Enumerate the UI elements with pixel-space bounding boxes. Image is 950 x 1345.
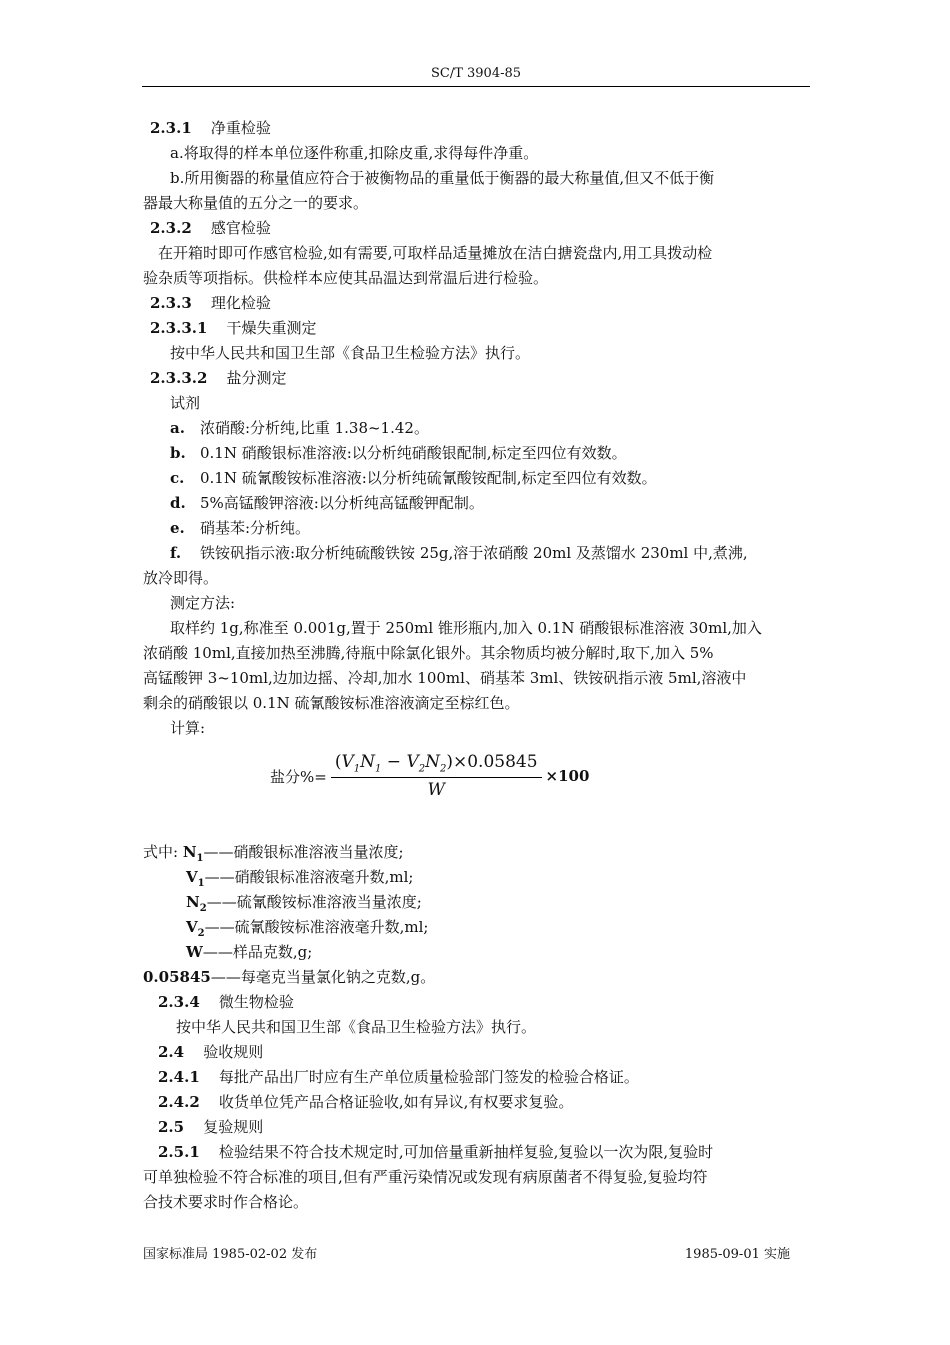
reagent-letter: b. xyxy=(170,444,186,462)
header-code: SC/T 3904-85 xyxy=(430,66,522,81)
where-subscript: 1 xyxy=(196,853,204,864)
formula-symbol: N xyxy=(425,752,440,773)
paragraph-line: b.所用衡器的称量值应符合于被衡物品的重量低于衡器的最大称量值,但又不低于衡 xyxy=(170,169,715,187)
where-symbol: W xyxy=(186,943,203,961)
section-title: 收货单位凭产品合格证验收,如有异议,有权要求复验。 xyxy=(218,1093,574,1111)
where-subscript: 2 xyxy=(197,928,205,939)
paragraph-line: a.将取得的样本单位逐件称重,扣除皮重,求得每件净重。 xyxy=(170,144,539,162)
formula-subscript: 1 xyxy=(353,763,361,775)
formula-subscript: 2 xyxy=(439,763,447,775)
where-prefix: 式中: xyxy=(143,843,183,861)
where-item xyxy=(186,917,428,944)
reagent-text: 铁铵矾指示液:取分析纯硫酸铁铵 25g,溶于浓硝酸 20ml 及蒸馏水 230ml 中,煮沸, xyxy=(200,544,748,562)
footer-effective: 1985-09-01 实施 xyxy=(684,1247,790,1262)
section-2-3-2 xyxy=(150,218,271,238)
formula-lhs: 盐分%= xyxy=(270,767,327,786)
section-title: 每批产品出厂时应有生产单位质量检验部门签发的检验合格证。 xyxy=(218,1068,639,1086)
formula-subscript: 2 xyxy=(418,763,426,775)
paragraph-line: 按中华人民共和国卫生部《食品卫生检验方法》执行。 xyxy=(176,1018,537,1036)
reagent-item xyxy=(170,518,310,538)
paragraph-line: 可单独检验不符合标准的项目,但有严重污染情况或发现有病原菌者不得复验,复验均符 xyxy=(143,1168,708,1186)
reagent-letter: e. xyxy=(170,519,185,537)
where-desc: ——硫氰酸铵标准溶液当量浓度; xyxy=(206,893,422,911)
section-number: 2.3.3.1 xyxy=(150,319,208,337)
reagent-text: 0.1N 硝酸银标准溶液:以分析纯硝酸银配制,标定至四位有效数。 xyxy=(200,444,627,462)
section-title: 微生物检验 xyxy=(218,993,294,1011)
section-number: 2.3.2 xyxy=(150,219,192,237)
calc-label: 计算: xyxy=(170,719,206,737)
formula-denominator: W xyxy=(427,779,445,800)
salt-formula xyxy=(270,752,589,800)
formula-constant: )×0.05845 xyxy=(446,752,538,773)
reagent-text: 浓硝酸:分析纯,比重 1.38~1.42。 xyxy=(200,419,429,437)
section-title: 验收规则 xyxy=(203,1043,264,1061)
formula-symbol: V xyxy=(406,752,419,773)
section-title: 净重检验 xyxy=(210,119,271,137)
paragraph-line: 放冷即得。 xyxy=(143,569,219,587)
reagent-item xyxy=(170,493,484,513)
reagent-text: 硝基苯:分析纯。 xyxy=(200,519,311,537)
section-title: 盐分测定 xyxy=(226,369,287,387)
section-2-3-4 xyxy=(158,992,294,1012)
where-subscript: 1 xyxy=(197,878,205,889)
formula-rhs: ×100 xyxy=(545,767,590,785)
method-line: 取样约 1g,称准至 0.001g,置于 250ml 锥形瓶内,加入 0.1N 硝酸银标准溶液 30ml,加入 xyxy=(170,619,762,637)
where-symbol: V xyxy=(186,868,198,886)
formula-paren: ( xyxy=(334,752,342,773)
formula-subscript: 1 xyxy=(375,763,382,775)
where-symbol: N xyxy=(186,893,200,911)
where-item xyxy=(186,942,312,962)
section-2-5 xyxy=(158,1117,263,1137)
section-number: 2.4 xyxy=(158,1043,185,1061)
reagent-text: 5%高锰酸钾溶液:以分析纯高锰酸钾配制。 xyxy=(200,494,484,512)
section-title: 复验规则 xyxy=(203,1118,264,1136)
section-2-4-1 xyxy=(158,1067,639,1087)
paragraph-line: 按中华人民共和国卫生部《食品卫生检验方法》执行。 xyxy=(170,344,531,362)
section-number: 2.3.4 xyxy=(158,993,200,1011)
reagent-item xyxy=(170,443,627,463)
section-title: 感官检验 xyxy=(210,219,271,237)
where-subscript: 2 xyxy=(199,903,207,914)
section-number: 2.5 xyxy=(158,1118,185,1136)
where-symbol: V xyxy=(186,918,198,936)
section-number: 2.4.2 xyxy=(158,1093,200,1111)
reagent-letter: d. xyxy=(170,494,186,512)
where-item xyxy=(143,967,435,987)
section-2-3-1 xyxy=(150,118,271,138)
where-desc: ——硝酸银标准溶液当量浓度; xyxy=(203,843,404,861)
reagent-letter: f. xyxy=(170,544,182,562)
where-desc: ——硫氰酸铵标准溶液毫升数,ml; xyxy=(204,918,429,936)
reagent-letter: a. xyxy=(170,419,185,437)
where-desc: ——每毫克当量氯化钠之克数,g。 xyxy=(210,968,436,986)
paragraph-line: 验杂质等项指标。供检样本应使其品温达到常温后进行检验。 xyxy=(143,269,549,287)
formula-symbol: N xyxy=(360,752,375,773)
section-2-3-3-2 xyxy=(150,368,287,388)
formula-symbol: V xyxy=(341,752,354,773)
where-item xyxy=(186,867,413,894)
method-line: 剩余的硝酸银以 0.1N 硫氰酸铵标准溶液滴定至棕红色。 xyxy=(143,694,520,712)
where-item xyxy=(143,842,404,869)
where-desc: ——硝酸银标准溶液毫升数,ml; xyxy=(204,868,414,886)
reagent-letter: c. xyxy=(170,469,185,487)
paragraph-line: 器最大称量值的五分之一的要求。 xyxy=(143,194,369,212)
section-2-3-3 xyxy=(150,293,271,313)
section-number: 2.3.3 xyxy=(150,294,192,312)
footer-issued: 国家标准局 1985-02-02 发布 xyxy=(143,1247,318,1262)
method-line: 高锰酸钾 3~10ml,边加边摇、冷却,加水 100ml、硝基苯 3ml、铁铵矾指示液 5ml,溶液中 xyxy=(143,669,747,687)
section-number: 2.4.1 xyxy=(158,1068,200,1086)
reagent-item xyxy=(170,543,748,563)
section-title: 干燥失重测定 xyxy=(226,319,317,337)
reagent-item xyxy=(170,468,657,488)
reagent-text: 0.1N 硫氰酸铵标准溶液:以分析纯硫氰酸铵配制,标定至四位有效数。 xyxy=(200,469,657,487)
formula-numerator xyxy=(331,752,542,776)
section-number: 2.3.3.2 xyxy=(150,369,208,387)
method-label: 测定方法: xyxy=(170,594,236,612)
paragraph-line: 在开箱时即可作感官检验,如有需要,可取样品适量摊放在洁白搪瓷盘内,用工具拨动检 xyxy=(158,244,713,262)
where-item xyxy=(186,892,422,919)
section-number: 2.3.1 xyxy=(150,119,192,137)
section-number: 2.5.1 xyxy=(158,1143,200,1161)
reagent-item xyxy=(170,418,429,438)
header-rule xyxy=(142,86,810,87)
section-2-4 xyxy=(158,1042,263,1062)
where-symbol: 0.05845 xyxy=(143,968,211,986)
method-line: 浓硝酸 10ml,直接加热至沸腾,待瓶中除氯化银外。其余物质均被分解时,取下,加入 5% xyxy=(143,644,714,662)
formula-operator: − xyxy=(381,752,407,773)
where-desc: ——样品克数,g; xyxy=(202,943,313,961)
section-2-3-3-1 xyxy=(150,318,317,338)
reagents-label: 试剂 xyxy=(170,394,201,412)
formula-fraction xyxy=(331,752,542,799)
paragraph-line: 合技术要求时作合格论。 xyxy=(143,1193,309,1211)
section-2-5-1 xyxy=(158,1142,713,1162)
where-symbol: N xyxy=(182,843,197,861)
section-2-4-2 xyxy=(158,1092,573,1112)
section-title: 检验结果不符合技术规定时,可加倍量重新抽样复验,复验以一次为限,复验时 xyxy=(218,1143,714,1161)
section-title: 理化检验 xyxy=(210,294,271,312)
